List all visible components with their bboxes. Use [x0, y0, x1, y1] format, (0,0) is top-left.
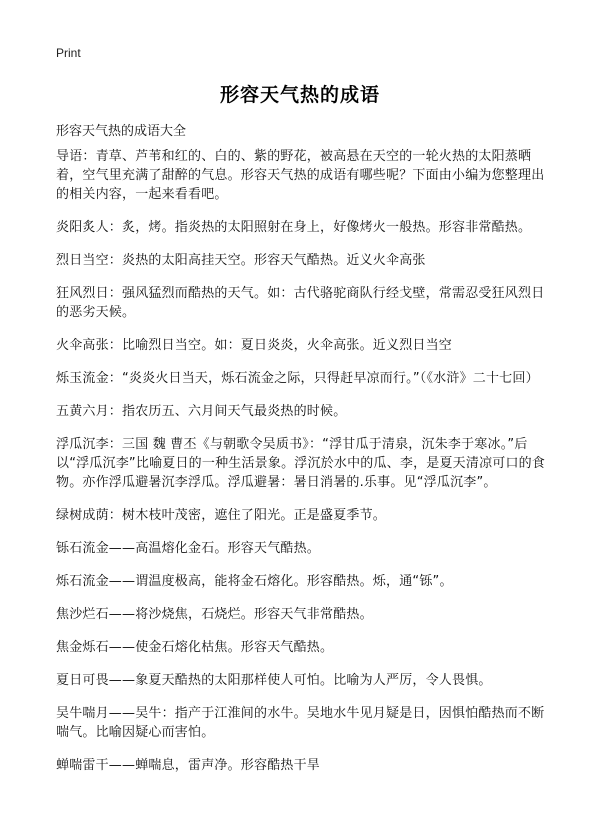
- paragraph-idiom: 烈日当空：炎热的太阳高挂天空。形容天气酷热。近义火伞高张: [56, 253, 426, 268]
- paragraph-idiom: 焦金烁石——使金石熔化枯焦。形容天气酷热。: [56, 640, 334, 655]
- paragraph-idiom: 烁石流金——谓温度极高，能将金石熔化。形容酷热。烁，通“铄”。: [56, 574, 453, 589]
- paragraph-idiom: 绿树成荫：树木枝叶茂密，遮住了阳光。正是盛夏季节。: [56, 508, 387, 523]
- article-body: [56, 147, 550, 789]
- paragraph-idiom: 烁玉流金：“炎炎火日当天，烁石流金之际，只得赶早凉而行。”（《水浒》二十七回）: [56, 371, 539, 386]
- paragraph-idiom: 浮瓜沉李：三国 魏 曹丕《与朝歌令吴质书》：“浮甘瓜于清泉，沉朱李于寒冰。”后以“浮瓜沉李”比喻夏日的一种生活景象。浮沉於水中的瓜、李，是夏天清凉可口的食物。亦作浮瓜避暑沉李浮瓜。浮瓜避暑：暑日消暑的.乐事。见“浮瓜沉李”。: [56, 437, 546, 490]
- print-link[interactable]: Print: [56, 46, 81, 60]
- paragraph-intro: 导语：青草、芦苇和红的、白的、紫的野花，被高悬在天空的一轮火热的太阳蒸晒着，空气里充满了甜醉的气息。形容天气热的成语有哪些呢？下面由小编为您整理出的相关内容，一起来看看吧。: [56, 149, 545, 202]
- paragraph-idiom: 焦沙烂石——将沙烧焦，石烧烂。形容天气非常酷热。: [56, 607, 373, 622]
- paragraph-idiom: 火伞高张：比喻烈日当空。如：夏日炎炎，火伞高张。近义烈日当空: [56, 338, 453, 353]
- paragraph-idiom: 炎阳炙人：炙，烤。指炎热的太阳照射在身上，好像烤火一般热。形容非常酷热。: [56, 220, 532, 235]
- paragraph-idiom: 铄石流金——高温熔化金石。形容天气酷热。: [56, 541, 321, 556]
- paragraph-idiom: 夏日可畏——象夏天酷热的太阳那样使人可怕。比喻为人严厉，令人畏惧。: [56, 673, 492, 688]
- paragraph-idiom: 吴牛喘月——吴牛：指产于江淮间的水牛。吴地水牛见月疑是日，因惧怕酷热而不断喘气。比喻因疑心而害怕。: [56, 706, 545, 740]
- paragraph-idiom: 狂风烈日：强风猛烈而酷热的天气。如：古代骆驼商队行经戈壁，常需忍受狂风烈日的恶劣天候。: [56, 286, 545, 320]
- paragraph-idiom: 蝉喘雷干——蝉喘息，雷声净。形容酷热干旱: [56, 758, 321, 773]
- page-subtitle: 形容天气热的成语大全: [56, 124, 187, 139]
- paragraph-idiom: 五黄六月：指农历五、六月间天气最炎热的时候。: [56, 404, 347, 419]
- page-title: 形容天气热的成语: [219, 84, 380, 106]
